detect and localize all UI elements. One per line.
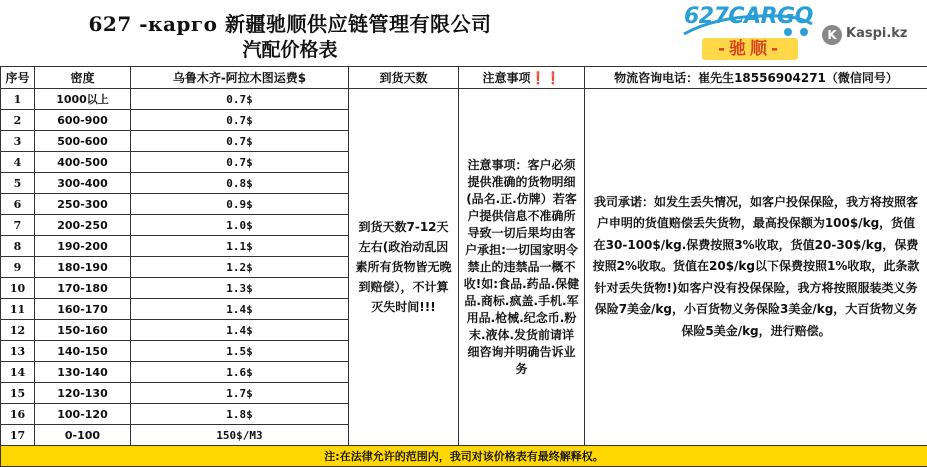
row-rate: 1.7$ bbox=[131, 383, 349, 404]
row-density: 180-190 bbox=[35, 257, 131, 278]
table-header-row bbox=[1, 67, 927, 89]
notes-text: 注意事项：客户必须提供准确的货物明细(品名.正.仿牌）若客户提供信息不准确所导致一切后果均由客户承担:一切国家明令禁止的违禁品一概不收!如:食品.药品.保健品.商标.疯盖.手机.军用品.枪械.纪念币.粉末.液体.发货前请详细咨询并明确告诉业务 bbox=[459, 157, 584, 378]
notes-cell bbox=[459, 89, 585, 446]
row-index: 13 bbox=[1, 341, 35, 362]
row-density: 300-400 bbox=[35, 173, 131, 194]
kaspi-logo-icon: K bbox=[822, 25, 842, 45]
row-rate: 1.3$ bbox=[131, 278, 349, 299]
row-density: 140-150 bbox=[35, 341, 131, 362]
row-rate: 1.0$ bbox=[131, 215, 349, 236]
row-index: 12 bbox=[1, 320, 35, 341]
row-density: 0-100 bbox=[35, 425, 131, 446]
row-rate: 0.7$ bbox=[131, 152, 349, 173]
row-density: 100-120 bbox=[35, 404, 131, 425]
delivery-days-text: 到货天数7-12天左右(政治动乱因素所有货物皆无晚到赔偿），不计算灭失时间!!! bbox=[349, 217, 458, 317]
column-header-notes bbox=[459, 67, 585, 89]
footer-row bbox=[1, 446, 927, 467]
footer-note: 注:在法律允许的范围内，我司对该价格表有最终解释权。 bbox=[1, 446, 927, 467]
row-rate: 0.7$ bbox=[131, 131, 349, 152]
row-rate: 0.7$ bbox=[131, 110, 349, 131]
logo-wordmark: 627CARGO bbox=[684, 4, 813, 29]
row-index: 3 bbox=[1, 131, 35, 152]
row-index: 15 bbox=[1, 383, 35, 404]
delivery-days-cell bbox=[349, 89, 459, 446]
row-density: 190-200 bbox=[35, 236, 131, 257]
column-header-index: 序号 bbox=[1, 67, 35, 89]
price-list-title: 汽配价格表 bbox=[0, 35, 580, 62]
logo-subtitle: -驰顺- bbox=[702, 38, 798, 60]
company-title: 627 -карго 新疆驰顺供应链管理有限公司 bbox=[0, 8, 580, 37]
row-index: 5 bbox=[1, 173, 35, 194]
column-header-days: 到货天数 bbox=[349, 67, 459, 89]
row-density: 120-130 bbox=[35, 383, 131, 404]
row-rate: 1.2$ bbox=[131, 257, 349, 278]
row-rate: 0.9$ bbox=[131, 194, 349, 215]
promise-text: 我司承诺：如发生丢失情况，如客户投保保险，我方将按照客户申明的货值赔偿丢失货物，最高投保额为100$/kg，货值在30-100$/kg.保费按照3%收取，货值20-30$/kg，保费按照2%收取。货值在20$/kg以下保费按照1%收取，此条款针对丢失货物!)如客户没有投保保险，我方将按照服装类义务保险7美金/kg，小百货物义务保险3美金/kg，大百货物义务保险5美金/kg，进行赔偿。 bbox=[585, 192, 927, 343]
promise-cell bbox=[585, 89, 927, 446]
row-index: 2 bbox=[1, 110, 35, 131]
row-density: 500-600 bbox=[35, 131, 131, 152]
row-density: 600-900 bbox=[35, 110, 131, 131]
row-index: 16 bbox=[1, 404, 35, 425]
row-rate: 1.6$ bbox=[131, 362, 349, 383]
row-index: 1 bbox=[1, 89, 35, 110]
row-rate: 1.4$ bbox=[131, 299, 349, 320]
row-index: 11 bbox=[1, 299, 35, 320]
column-header-contact: 物流咨询电话：崔先生18556904271（微信同号） bbox=[585, 67, 927, 89]
row-rate: 0.8$ bbox=[131, 173, 349, 194]
row-index: 6 bbox=[1, 194, 35, 215]
exclamation-icon: ❗❗ bbox=[531, 71, 561, 85]
row-rate: 1.8$ bbox=[131, 404, 349, 425]
row-rate: 1.5$ bbox=[131, 341, 349, 362]
column-header-density: 密度 bbox=[35, 67, 131, 89]
row-index: 17 bbox=[1, 425, 35, 446]
row-index: 10 bbox=[1, 278, 35, 299]
row-density: 130-140 bbox=[35, 362, 131, 383]
row-density: 200-250 bbox=[35, 215, 131, 236]
price-table bbox=[0, 66, 927, 467]
row-density: 150-160 bbox=[35, 320, 131, 341]
company-logo bbox=[680, 2, 820, 64]
row-density: 400-500 bbox=[35, 152, 131, 173]
row-density: 160-170 bbox=[35, 299, 131, 320]
row-index: 9 bbox=[1, 257, 35, 278]
row-density: 170-180 bbox=[35, 278, 131, 299]
row-rate: 1.4$ bbox=[131, 320, 349, 341]
row-rate: 150$/M3 bbox=[131, 425, 349, 446]
row-rate: 1.1$ bbox=[131, 236, 349, 257]
kaspi-watermark-text: Kaspi.kz bbox=[846, 26, 908, 41]
row-rate: 0.7$ bbox=[131, 89, 349, 110]
row-index: 4 bbox=[1, 152, 35, 173]
row-density: 250-300 bbox=[35, 194, 131, 215]
sheet-header bbox=[0, 0, 927, 67]
table-row bbox=[1, 89, 927, 110]
row-index: 8 bbox=[1, 236, 35, 257]
row-density: 1000以上 bbox=[35, 89, 131, 110]
row-index: 7 bbox=[1, 215, 35, 236]
row-index: 14 bbox=[1, 362, 35, 383]
column-header-rate: 乌鲁木齐-阿拉木图运费$ bbox=[131, 67, 349, 89]
notes-header-label: 注意事项 bbox=[483, 71, 531, 85]
